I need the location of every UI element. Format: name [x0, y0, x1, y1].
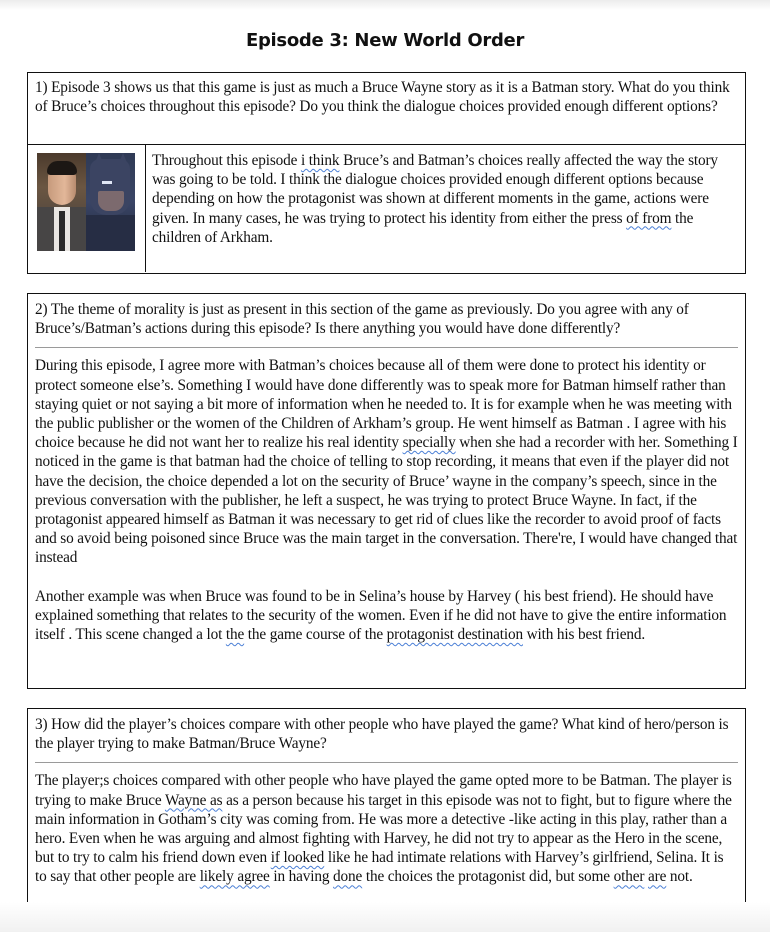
spellcheck-flag[interactable]: other [613, 868, 645, 886]
batman-portrait [86, 153, 135, 251]
answer-3-text[interactable] [28, 771, 745, 886]
document-title: Episode 3: New World Order [245, 30, 525, 51]
answer-2-text[interactable] [28, 356, 745, 644]
answer-2-paragraph-1[interactable]: During this episode, I agree more with Batman’s choices because all of them were done to protect his identity or protect someone else’s. Something I would have done differently was to speak more for Batman himself rather than staying quiet or not saying a bit more of information when he needed to. It is for example when he was meeting with the public publisher or the women of the Children of Arkham’s group. He went himself as Batman . I agree with his choice because he did not want her to realize his real identity specially when she had a recorder with her. Something I noticed in the game is that batman had the choice of telling to stop recording, it means that even if the player did not have the decision, the choice depended a lot on the security of Bruce’ wayne in the company’s speech, since in the previous conversation with the publisher, he left a suspect, he was trying to protect Bruce Wayne. In fact, if the protagonist appeared himself as Batman it was necessary to get rid of clues like the recorder to avoid proof of facts and so avoid being poisoned since Bruce was the main target in the conversation. There're, I would have changed that instead [35, 357, 738, 567]
divider [35, 347, 738, 348]
question-box-1 [27, 72, 746, 274]
spellcheck-flag[interactable]: if looked [270, 849, 325, 867]
question-box-2 [27, 293, 746, 689]
answer-1-text[interactable]: Throughout this episode i think Bruce’s and Batman’s choices really affected the way the story was going to be told. I think the dialogue choices provided enough different options because depending on how the protagonist was shown at different moments in the game, actions were given. In many cases, he was trying to protect his identity from either the press of from the children of Arkham. [152, 152, 718, 246]
divider [35, 762, 738, 763]
answer-3-paragraph-1[interactable]: The player;s choices compared with other people who have played the game opted more to be Batman. The player is trying to make Bruce Wayne as as a person because his target in this episode was not to fight, but to figure where the main information in Gotham’s city was coming from. He was more a detective -like acting in this play, rather than a hero. Even when he was arguing and almost fighting with Harvey, he did not try to appear as the Hero in the scene, but to try to calm his friend down even if looked like he had intimate relations with Harvey’s girlfriend, Selina. It is to say that other people are likely agree in having done the choices the protagonist did, but some other are not. [35, 772, 732, 886]
spellcheck-flag[interactable]: specially [402, 434, 456, 452]
spellcheck-flag[interactable]: i think [300, 152, 340, 169]
bruce-wayne-portrait [37, 153, 86, 251]
spellcheck-flag[interactable]: done [333, 868, 363, 886]
spellcheck-flag[interactable]: likely agree [199, 868, 270, 886]
question-2-text: 2) The theme of morality is just as present in this section of the game as previously. Do you agree with any of Bruce’s/Batman’s actions during this episode? Is there anything you would have done differently? [35, 301, 689, 338]
spellcheck-flag[interactable]: protagonist destination [386, 626, 523, 644]
spellcheck-flag[interactable]: Wayne as [164, 791, 223, 809]
question-box-3 [27, 708, 746, 915]
top-shadow [0, 0, 770, 10]
answer-2-paragraph-2[interactable]: Another example was when Bruce was found to be in Selina’s house by Harvey ( his best friend). He should have explained something that relates to the security of the women. Even if he did not have to give the entire information itself . This scene changed a lot the the game course of the protagonist destination with his best friend. [35, 587, 727, 644]
spellcheck-flag[interactable]: are [648, 868, 667, 886]
bruce-batman-image [37, 153, 135, 251]
answer-row-1 [28, 145, 745, 272]
spellcheck-flag[interactable]: the [225, 626, 245, 644]
question-3-text: 3) How did the player’s choices compare with other people who have played the game? What kind of hero/person is the player trying to make Batman/Bruce Wayne? [35, 716, 729, 753]
image-cell [28, 145, 146, 272]
question-1-text: 1) Episode 3 shows us that this game is just as much a Bruce Wayne story as it is a Batman story. What do you think of Bruce’s choices throughout this episode? Do you think the dialogue choices provided enough different options? [28, 73, 745, 145]
spellcheck-flag[interactable]: of from [626, 209, 672, 227]
bottom-shadow [0, 902, 770, 932]
